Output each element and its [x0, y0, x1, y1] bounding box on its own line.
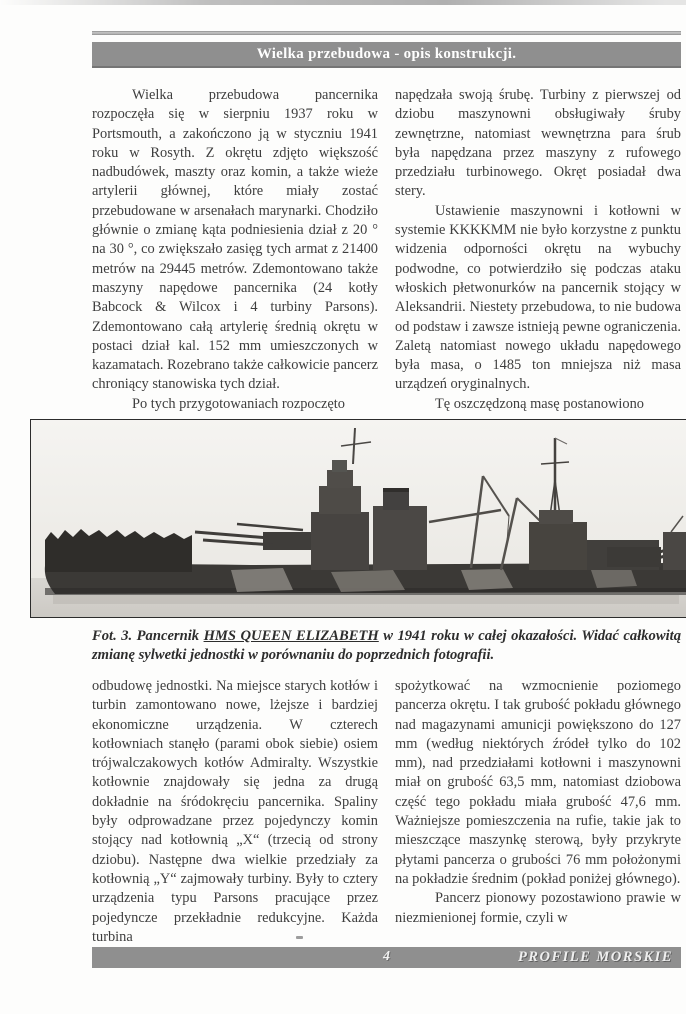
section-header-bar	[92, 42, 681, 68]
paragraph: spożytkować na wzmocnienie poziomego pancerza okrętu. I tak grubość pokładu głównego nad magazynami amunicji powiększono do 127 mm (według niektórych źródeł tylko do 102 mm), nad przedziałami kotłowni i maszynowni miał on grubość 63,5 mm, natomiast dziobowa część tego pokładu miała grubość 47,6 mm. Ważniejsze pomieszczenia na rufie, takie jak to mieszczące maszynkę sterową, były przykryte płytami pancerza o grubości 76 mm położonymi na pokładzie średnim (pokład poniżej głównego).	[395, 678, 681, 887]
figure-caption	[92, 627, 681, 665]
paragraph: Po tych przygotowaniach rozpoczęto	[132, 395, 345, 412]
column-upper-right	[395, 86, 681, 416]
battleship-photo	[31, 420, 686, 617]
page-number: 4	[383, 949, 390, 964]
paragraph: Wielka przebudowa pancernika rozpoczęła się w sierpniu 1937 roku w Portsmouth, a zakończono ją w styczniu 1941 roku w Rosyth. Z okrętu zdjęto większość nadbudówek, maszty oraz komin, a także wieże artylerii głównej, które miały zostać przebudowane w arsenałach marynarki. Chodziło głównie o zmianę kąta podniesienia dział z 20 ° na 30 °, co zwiększało zasięg tych armat z 21400 metrów na 29445 metrów. Zdemontowano także maszyny napędowe pancernika (24 kotły Babcock & Wilcox i 4 turbiny Parsons). Zdemontowano całą artylerię średnią okrętu w postaci dział kal. 152 mm umieszczonych w kazamatach. Rozebrano także całkowicie pancerz chroniący stanowiska tych dział.	[92, 87, 378, 393]
paragraph: napędzała swoją śrubę. Turbiny z pierwszej od dziobu maszynowni obsługiwały śruby zewnętrzne, natomiast wewnętrzna para śrub była napędzana przez maszyny z rufowego przedziału turbinowego. Okręt posiadał dwa stery.	[395, 87, 681, 200]
caption-text: w 1941 roku w całej okazałości. Widać całkowitą zmianę sylwetki jednostki w porównaniu do poprzednich fotografii.	[92, 628, 681, 663]
column-lower-right	[395, 677, 681, 940]
article-upper-columns	[92, 86, 681, 416]
paragraph: Pancerz pionowy pozostawiono prawie w niezmienionej formie, czyli w	[395, 890, 681, 926]
scan-speck-artifact	[296, 936, 303, 939]
article-lower-columns	[92, 677, 681, 945]
paragraph: odbudowę jednostki. Na miejsce starych kotłów i turbin zamontowano nowe, lżejsze i bardziej ekonomiczne urządzenia. W czterech kotłowniach stanęło (parami obok siebie) osiem trójwalczakowych kotłów Admiralty. Wszystkie kotłownie znajdowały się jedna za drugą dokładnie na śródokręciu pancernika. Spaliny były odprowadzane przez pojedynczy komin stojący nad kotłownią „X“ (trzecią od strony dziobu). Następne dwa wielkie przedziały za kotłownią „Y“ zajmowały turbiny. Były to cztery urządzenia typu Parsons pracujące przez pojedyncze przekładnie redukcyjne. Każda turbina	[92, 678, 378, 945]
scan-edge-artifact	[0, 0, 686, 5]
column-lower-left	[92, 677, 378, 945]
section-header-title: Wielka przebudowa - opis konstrukcji.	[256, 45, 517, 62]
paragraph: Ustawienie maszynowni i kotłowni w systemie KKKKMM nie było korzystne z punktu widzenia odporności okrętu na wybuchy podwodne, co potwierdziło się podczas ataku włoskich płetwonurków na pancernik stojący w Aleksandrii. Niestety przebudowa, to nie budowa od podstaw i zawsze istnieją pewne ograniczenia. Zaletą natomiast nowego układu napędowego była masa, o 1485 ton mniejsza niż masa urządzeń oryginalnych.	[395, 202, 681, 393]
footer-bar	[92, 947, 681, 968]
paragraph: Tę oszczędzoną masę postanowiono	[435, 395, 644, 412]
magazine-title: PROFILE MORSKIE	[517, 949, 673, 965]
photo-figure	[30, 419, 686, 618]
caption-ship-name: HMS QUEEN ELIZABETH	[203, 628, 379, 644]
column-upper-left	[92, 86, 378, 416]
caption-label: Fot. 3. Pancernik	[92, 628, 204, 644]
header-rule	[92, 31, 681, 35]
